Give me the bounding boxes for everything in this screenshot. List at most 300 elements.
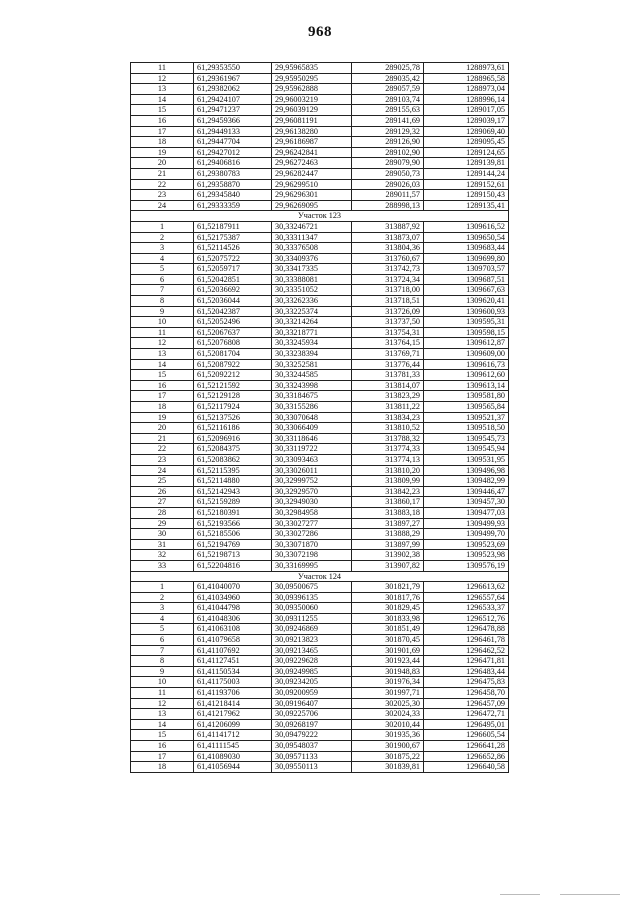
- longitude-cell: 29,96296301: [272, 190, 352, 201]
- x-coordinate-cell: 313718,00: [352, 285, 424, 296]
- point-number-cell: 10: [131, 677, 194, 688]
- y-coordinate-cell: 1309545,73: [424, 433, 509, 444]
- table-row: [131, 306, 509, 317]
- point-number-cell: 9: [131, 306, 194, 317]
- x-coordinate-cell: 301870,45: [352, 635, 424, 646]
- longitude-cell: 30,33409376: [272, 253, 352, 264]
- longitude-cell: 29,96081191: [272, 115, 352, 126]
- y-coordinate-cell: 1309687,51: [424, 274, 509, 285]
- point-number-cell: 2: [131, 232, 194, 243]
- latitude-cell: 61,52092212: [194, 370, 272, 381]
- table-row: [131, 338, 509, 349]
- point-number-cell: 12: [131, 338, 194, 349]
- longitude-cell: 30,33214264: [272, 317, 352, 328]
- y-coordinate-cell: 1289095,45: [424, 137, 509, 148]
- x-coordinate-cell: 313774,33: [352, 444, 424, 455]
- latitude-cell: 61,41206099: [194, 719, 272, 730]
- x-coordinate-cell: 313887,92: [352, 221, 424, 232]
- table-row: [131, 624, 509, 635]
- y-coordinate-cell: 1296557,64: [424, 592, 509, 603]
- latitude-cell: 61,29406816: [194, 158, 272, 169]
- point-number-cell: 17: [131, 391, 194, 402]
- latitude-cell: 61,29333359: [194, 200, 272, 211]
- table-row: [131, 179, 509, 190]
- table-row: [131, 582, 509, 593]
- latitude-cell: 61,41048306: [194, 613, 272, 624]
- y-coordinate-cell: 1309612,87: [424, 338, 509, 349]
- longitude-cell: 30,33184675: [272, 391, 352, 402]
- longitude-cell: 29,96186987: [272, 137, 352, 148]
- longitude-cell: 30,09225706: [272, 709, 352, 720]
- y-coordinate-cell: 1296652,86: [424, 751, 509, 762]
- x-coordinate-cell: 313902,38: [352, 550, 424, 561]
- table-row: [131, 126, 509, 137]
- latitude-cell: 61,29380783: [194, 168, 272, 179]
- point-number-cell: 19: [131, 412, 194, 423]
- latitude-cell: 61,41111545: [194, 741, 272, 752]
- y-coordinate-cell: 1309703,57: [424, 264, 509, 275]
- table-row: [131, 200, 509, 211]
- longitude-cell: 30,09311255: [272, 613, 352, 624]
- y-coordinate-cell: 1296483,44: [424, 666, 509, 677]
- latitude-cell: 61,41150534: [194, 666, 272, 677]
- y-coordinate-cell: 1296478,88: [424, 624, 509, 635]
- point-number-cell: 29: [131, 518, 194, 529]
- latitude-cell: 61,41079658: [194, 635, 272, 646]
- x-coordinate-cell: 301817,76: [352, 592, 424, 603]
- y-coordinate-cell: 1309616,73: [424, 359, 509, 370]
- longitude-cell: 30,33225374: [272, 306, 352, 317]
- table-row: [131, 666, 509, 677]
- y-coordinate-cell: 1309576,19: [424, 560, 509, 571]
- x-coordinate-cell: 313888,29: [352, 529, 424, 540]
- longitude-cell: 30,33252581: [272, 359, 352, 370]
- section-header-row: [131, 571, 509, 582]
- scan-artifact-line: [500, 894, 540, 895]
- table-row: [131, 274, 509, 285]
- latitude-cell: 61,29358870: [194, 179, 272, 190]
- point-number-cell: 32: [131, 550, 194, 561]
- longitude-cell: 30,09500675: [272, 582, 352, 593]
- y-coordinate-cell: 1309683,44: [424, 243, 509, 254]
- latitude-cell: 61,52081704: [194, 349, 272, 360]
- x-coordinate-cell: 289050,73: [352, 168, 424, 179]
- coordinates-table-body: [131, 63, 509, 773]
- longitude-cell: 30,32929570: [272, 486, 352, 497]
- table-row: [131, 656, 509, 667]
- table-row: [131, 380, 509, 391]
- longitude-cell: 29,96003219: [272, 94, 352, 105]
- y-coordinate-cell: 1296475,83: [424, 677, 509, 688]
- table-row: [131, 349, 509, 360]
- point-number-cell: 17: [131, 751, 194, 762]
- y-coordinate-cell: 1289150,43: [424, 190, 509, 201]
- latitude-cell: 61,52083862: [194, 454, 272, 465]
- point-number-cell: 15: [131, 105, 194, 116]
- x-coordinate-cell: 313737,50: [352, 317, 424, 328]
- x-coordinate-cell: 313809,99: [352, 476, 424, 487]
- point-number-cell: 25: [131, 476, 194, 487]
- y-coordinate-cell: 1309499,70: [424, 529, 509, 540]
- point-number-cell: 11: [131, 63, 194, 74]
- y-coordinate-cell: 1296462,52: [424, 645, 509, 656]
- table-row: [131, 94, 509, 105]
- latitude-cell: 61,52042387: [194, 306, 272, 317]
- latitude-cell: 61,41056944: [194, 762, 272, 773]
- latitude-cell: 61,52036044: [194, 296, 272, 307]
- y-coordinate-cell: 1309521,37: [424, 412, 509, 423]
- x-coordinate-cell: 313724,34: [352, 274, 424, 285]
- table-row: [131, 762, 509, 773]
- y-coordinate-cell: 1309650,54: [424, 232, 509, 243]
- x-coordinate-cell: 289026,03: [352, 179, 424, 190]
- y-coordinate-cell: 1309531,95: [424, 454, 509, 465]
- x-coordinate-cell: 301821,79: [352, 582, 424, 593]
- table-row: [131, 190, 509, 201]
- longitude-cell: 30,33243998: [272, 380, 352, 391]
- latitude-cell: 61,52114880: [194, 476, 272, 487]
- x-coordinate-cell: 289155,63: [352, 105, 424, 116]
- y-coordinate-cell: 1309609,00: [424, 349, 509, 360]
- point-number-cell: 16: [131, 380, 194, 391]
- point-number-cell: 15: [131, 730, 194, 741]
- latitude-cell: 61,29449133: [194, 126, 272, 137]
- table-row: [131, 317, 509, 328]
- x-coordinate-cell: 301923,44: [352, 656, 424, 667]
- x-coordinate-cell: 301948,83: [352, 666, 424, 677]
- point-number-cell: 13: [131, 84, 194, 95]
- x-coordinate-cell: 313834,23: [352, 412, 424, 423]
- table-row: [131, 84, 509, 95]
- table-row: [131, 709, 509, 720]
- y-coordinate-cell: 1289152,61: [424, 179, 509, 190]
- table-row: [131, 688, 509, 699]
- table-row: [131, 730, 509, 741]
- y-coordinate-cell: 1296605,54: [424, 730, 509, 741]
- latitude-cell: 61,41040070: [194, 582, 272, 593]
- point-number-cell: 27: [131, 497, 194, 508]
- x-coordinate-cell: 289129,32: [352, 126, 424, 137]
- longitude-cell: 30,09548037: [272, 741, 352, 752]
- x-coordinate-cell: 301839,81: [352, 762, 424, 773]
- point-number-cell: 8: [131, 296, 194, 307]
- latitude-cell: 61,52117924: [194, 402, 272, 413]
- point-number-cell: 23: [131, 454, 194, 465]
- table-row: [131, 243, 509, 254]
- longitude-cell: 30,33026011: [272, 465, 352, 476]
- latitude-cell: 61,52087922: [194, 359, 272, 370]
- longitude-cell: 30,33027277: [272, 518, 352, 529]
- table-row: [131, 370, 509, 381]
- longitude-cell: 30,33417335: [272, 264, 352, 275]
- latitude-cell: 61,52067637: [194, 327, 272, 338]
- point-number-cell: 6: [131, 274, 194, 285]
- point-number-cell: 7: [131, 285, 194, 296]
- longitude-cell: 30,09249985: [272, 666, 352, 677]
- x-coordinate-cell: 301833,98: [352, 613, 424, 624]
- longitude-cell: 30,33070648: [272, 412, 352, 423]
- longitude-cell: 29,95950295: [272, 73, 352, 84]
- x-coordinate-cell: 313823,29: [352, 391, 424, 402]
- x-coordinate-cell: 313897,99: [352, 539, 424, 550]
- y-coordinate-cell: 1309565,84: [424, 402, 509, 413]
- latitude-cell: 61,41217962: [194, 709, 272, 720]
- table-row: [131, 285, 509, 296]
- x-coordinate-cell: 313810,20: [352, 465, 424, 476]
- point-number-cell: 31: [131, 539, 194, 550]
- longitude-cell: 30,09213465: [272, 645, 352, 656]
- x-coordinate-cell: 289011,57: [352, 190, 424, 201]
- latitude-cell: 61,41107692: [194, 645, 272, 656]
- longitude-cell: 30,33311347: [272, 232, 352, 243]
- x-coordinate-cell: 313742,73: [352, 264, 424, 275]
- longitude-cell: 30,09350060: [272, 603, 352, 614]
- y-coordinate-cell: 1288973,04: [424, 84, 509, 95]
- longitude-cell: 29,96242841: [272, 147, 352, 158]
- table-row: [131, 476, 509, 487]
- latitude-cell: 61,29353550: [194, 63, 272, 74]
- table-row: [131, 137, 509, 148]
- longitude-cell: 30,32949030: [272, 497, 352, 508]
- table-row: [131, 486, 509, 497]
- latitude-cell: 61,29382062: [194, 84, 272, 95]
- x-coordinate-cell: 313814,07: [352, 380, 424, 391]
- longitude-cell: 30,09268197: [272, 719, 352, 730]
- x-coordinate-cell: 313776,44: [352, 359, 424, 370]
- table-row: [131, 613, 509, 624]
- latitude-cell: 61,29427012: [194, 147, 272, 158]
- table-row: [131, 296, 509, 307]
- longitude-cell: 30,09234205: [272, 677, 352, 688]
- longitude-cell: 30,09571133: [272, 751, 352, 762]
- point-number-cell: 18: [131, 137, 194, 148]
- point-number-cell: 12: [131, 698, 194, 709]
- point-number-cell: 17: [131, 126, 194, 137]
- y-coordinate-cell: 1296458,70: [424, 688, 509, 699]
- table-row: [131, 391, 509, 402]
- table-row: [131, 115, 509, 126]
- table-row: [131, 719, 509, 730]
- longitude-cell: 30,33155286: [272, 402, 352, 413]
- x-coordinate-cell: 313718,51: [352, 296, 424, 307]
- point-number-cell: 9: [131, 666, 194, 677]
- y-coordinate-cell: 1288973,61: [424, 63, 509, 74]
- table-row: [131, 433, 509, 444]
- latitude-cell: 61,41127451: [194, 656, 272, 667]
- x-coordinate-cell: 301997,71: [352, 688, 424, 699]
- point-number-cell: 28: [131, 507, 194, 518]
- y-coordinate-cell: 1296533,37: [424, 603, 509, 614]
- point-number-cell: 5: [131, 264, 194, 275]
- coordinates-table: [130, 62, 509, 773]
- point-number-cell: 6: [131, 635, 194, 646]
- x-coordinate-cell: 313760,67: [352, 253, 424, 264]
- table-row: [131, 741, 509, 752]
- table-row: [131, 168, 509, 179]
- table-row: [131, 529, 509, 540]
- point-number-cell: 13: [131, 349, 194, 360]
- latitude-cell: 61,52114526: [194, 243, 272, 254]
- x-coordinate-cell: 289103,74: [352, 94, 424, 105]
- longitude-cell: 30,32999752: [272, 476, 352, 487]
- longitude-cell: 29,95962888: [272, 84, 352, 95]
- table-row: [131, 402, 509, 413]
- x-coordinate-cell: 313804,36: [352, 243, 424, 254]
- longitude-cell: 30,33244585: [272, 370, 352, 381]
- longitude-cell: 30,32984958: [272, 507, 352, 518]
- x-coordinate-cell: 313810,52: [352, 423, 424, 434]
- page-number: 968: [308, 24, 332, 40]
- longitude-cell: 30,09196407: [272, 698, 352, 709]
- y-coordinate-cell: 1309620,41: [424, 296, 509, 307]
- x-coordinate-cell: 313907,82: [352, 560, 424, 571]
- table-row: [131, 253, 509, 264]
- longitude-cell: 30,33093463: [272, 454, 352, 465]
- latitude-cell: 61,52198713: [194, 550, 272, 561]
- point-number-cell: 8: [131, 656, 194, 667]
- y-coordinate-cell: 1309616,52: [424, 221, 509, 232]
- table-row: [131, 232, 509, 243]
- latitude-cell: 61,29361967: [194, 73, 272, 84]
- y-coordinate-cell: 1309482,99: [424, 476, 509, 487]
- table-row: [131, 221, 509, 232]
- x-coordinate-cell: 313873,07: [352, 232, 424, 243]
- longitude-cell: 30,33218771: [272, 327, 352, 338]
- latitude-cell: 61,52187911: [194, 221, 272, 232]
- longitude-cell: 30,33262336: [272, 296, 352, 307]
- latitude-cell: 61,41089030: [194, 751, 272, 762]
- x-coordinate-cell: 313726,09: [352, 306, 424, 317]
- point-number-cell: 20: [131, 423, 194, 434]
- x-coordinate-cell: 313774,13: [352, 454, 424, 465]
- section-title: Участок 124: [131, 571, 509, 582]
- point-number-cell: 4: [131, 613, 194, 624]
- point-number-cell: 16: [131, 741, 194, 752]
- latitude-cell: 61,41044798: [194, 603, 272, 614]
- longitude-cell: 29,96039129: [272, 105, 352, 116]
- y-coordinate-cell: 1309595,31: [424, 317, 509, 328]
- longitude-cell: 30,09246869: [272, 624, 352, 635]
- point-number-cell: 5: [131, 624, 194, 635]
- table-row: [131, 264, 509, 275]
- latitude-cell: 61,52059717: [194, 264, 272, 275]
- y-coordinate-cell: 1289069,40: [424, 126, 509, 137]
- x-coordinate-cell: 301829,45: [352, 603, 424, 614]
- longitude-cell: 30,33119722: [272, 444, 352, 455]
- latitude-cell: 61,52121592: [194, 380, 272, 391]
- x-coordinate-cell: 313811,22: [352, 402, 424, 413]
- longitude-cell: 29,95965835: [272, 63, 352, 74]
- point-number-cell: 4: [131, 253, 194, 264]
- longitude-cell: 30,09479222: [272, 730, 352, 741]
- point-number-cell: 7: [131, 645, 194, 656]
- table-row: [131, 507, 509, 518]
- point-number-cell: 33: [131, 560, 194, 571]
- y-coordinate-cell: 1309545,94: [424, 444, 509, 455]
- longitude-cell: 30,33169995: [272, 560, 352, 571]
- latitude-cell: 61,41063108: [194, 624, 272, 635]
- point-number-cell: 1: [131, 582, 194, 593]
- x-coordinate-cell: 301875,22: [352, 751, 424, 762]
- longitude-cell: 29,96282447: [272, 168, 352, 179]
- point-number-cell: 22: [131, 179, 194, 190]
- latitude-cell: 61,29424107: [194, 94, 272, 105]
- point-number-cell: 14: [131, 719, 194, 730]
- table-row: [131, 560, 509, 571]
- latitude-cell: 61,52175387: [194, 232, 272, 243]
- y-coordinate-cell: 1309518,50: [424, 423, 509, 434]
- latitude-cell: 61,52180391: [194, 507, 272, 518]
- longitude-cell: 30,09229628: [272, 656, 352, 667]
- latitude-cell: 61,52129128: [194, 391, 272, 402]
- section-title: Участок 123: [131, 211, 509, 222]
- y-coordinate-cell: 1289135,41: [424, 200, 509, 211]
- table-row: [131, 444, 509, 455]
- latitude-cell: 61,52036692: [194, 285, 272, 296]
- y-coordinate-cell: 1309613,14: [424, 380, 509, 391]
- y-coordinate-cell: 1309446,47: [424, 486, 509, 497]
- point-number-cell: 22: [131, 444, 194, 455]
- latitude-cell: 61,29345840: [194, 190, 272, 201]
- x-coordinate-cell: 313883,18: [352, 507, 424, 518]
- longitude-cell: 30,09550113: [272, 762, 352, 773]
- table-row: [131, 592, 509, 603]
- latitude-cell: 61,52052496: [194, 317, 272, 328]
- point-number-cell: 24: [131, 465, 194, 476]
- y-coordinate-cell: 1309457,30: [424, 497, 509, 508]
- y-coordinate-cell: 1296640,58: [424, 762, 509, 773]
- point-number-cell: 14: [131, 359, 194, 370]
- longitude-cell: 30,09396135: [272, 592, 352, 603]
- latitude-cell: 61,29459366: [194, 115, 272, 126]
- x-coordinate-cell: 313781,33: [352, 370, 424, 381]
- table-row: [131, 550, 509, 561]
- table-row: [131, 497, 509, 508]
- point-number-cell: 13: [131, 709, 194, 720]
- x-coordinate-cell: 301976,34: [352, 677, 424, 688]
- point-number-cell: 2: [131, 592, 194, 603]
- point-number-cell: 21: [131, 168, 194, 179]
- point-number-cell: 16: [131, 115, 194, 126]
- table-row: [131, 645, 509, 656]
- y-coordinate-cell: 1309667,63: [424, 285, 509, 296]
- latitude-cell: 61,29471237: [194, 105, 272, 116]
- table-row: [131, 698, 509, 709]
- longitude-cell: 30,33027286: [272, 529, 352, 540]
- point-number-cell: 20: [131, 158, 194, 169]
- point-number-cell: 21: [131, 433, 194, 444]
- point-number-cell: 3: [131, 243, 194, 254]
- table-row: [131, 147, 509, 158]
- x-coordinate-cell: 302025,30: [352, 698, 424, 709]
- table-row: [131, 539, 509, 550]
- latitude-cell: 61,41193706: [194, 688, 272, 699]
- y-coordinate-cell: 1309699,80: [424, 253, 509, 264]
- table-row: [131, 423, 509, 434]
- table-row: [131, 327, 509, 338]
- y-coordinate-cell: 1288965,58: [424, 73, 509, 84]
- latitude-cell: 61,29447704: [194, 137, 272, 148]
- y-coordinate-cell: 1289039,17: [424, 115, 509, 126]
- table-row: [131, 518, 509, 529]
- x-coordinate-cell: 302024,33: [352, 709, 424, 720]
- x-coordinate-cell: 313788,32: [352, 433, 424, 444]
- point-number-cell: 1: [131, 221, 194, 232]
- table-row: [131, 412, 509, 423]
- table-row: [131, 603, 509, 614]
- scan-artifact-line: [560, 894, 620, 895]
- longitude-cell: 30,33071870: [272, 539, 352, 550]
